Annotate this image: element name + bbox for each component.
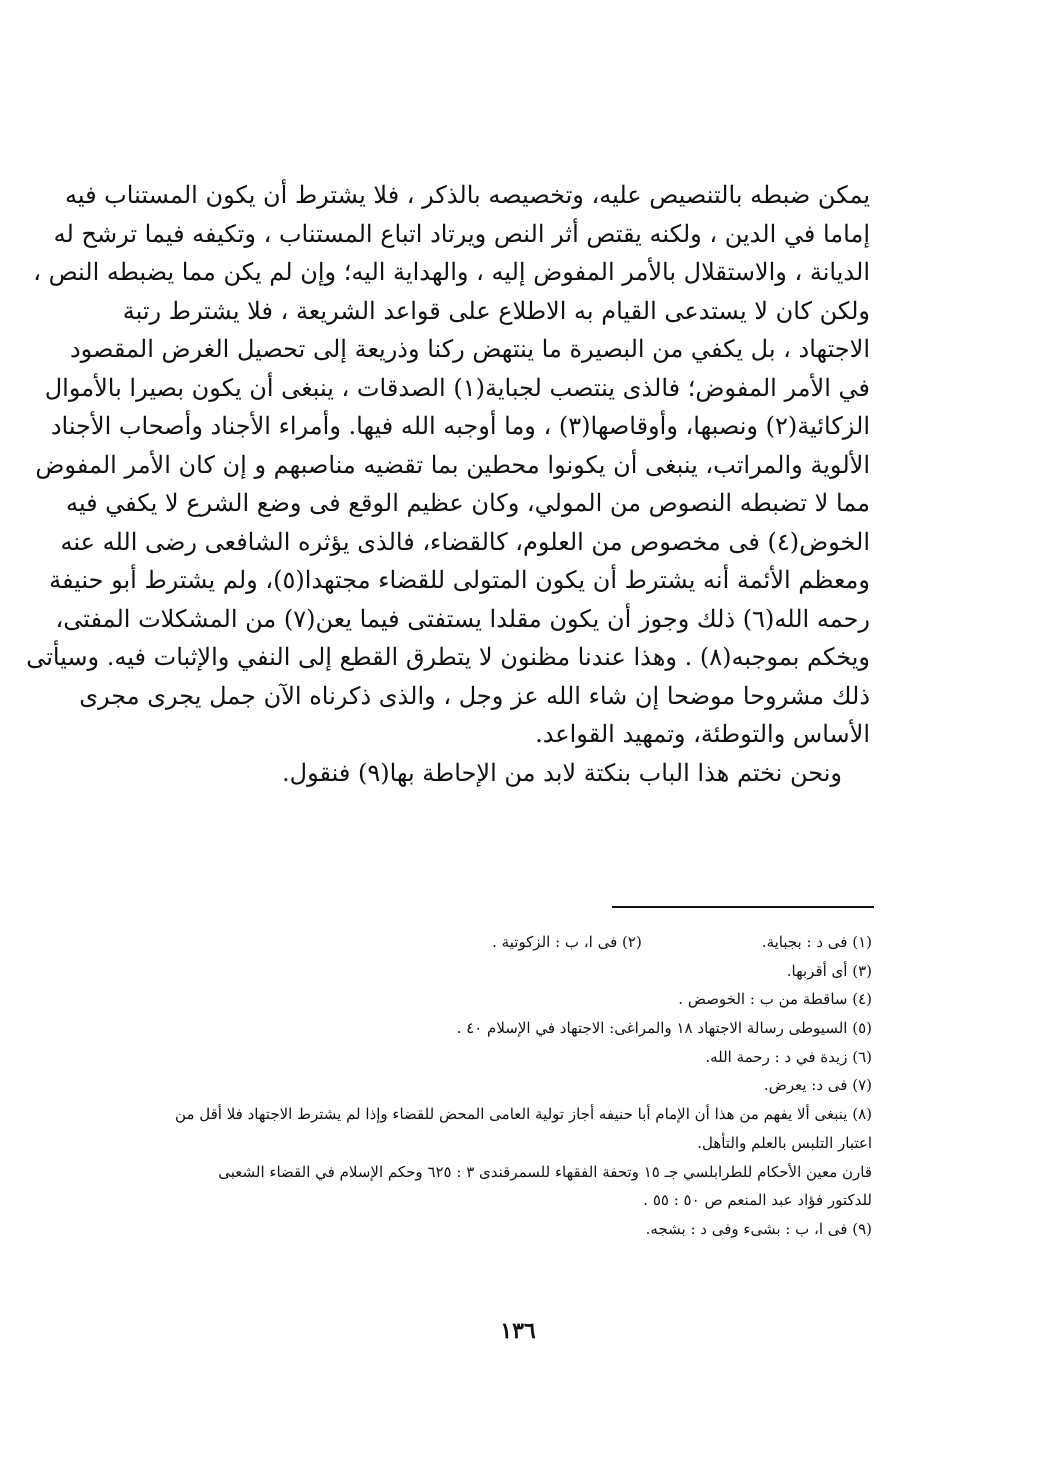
text-line: الاجتهاد ، بل يكفي من البصيرة ما ينتهض ركنا وذريعة إلى تحصيل الغرض المقصود: [69, 335, 870, 363]
footnote-line: (٨) ينبغى ألا يفهم من هذا أن الإمام أبا حنيفه أجاز تولية العامى المحض للقضاء وإذا لم يشترط الاجتهاد فلا أقل من: [175, 1105, 872, 1124]
footnote-row: [132, 928, 872, 957]
page-number: ١٣٦: [500, 1318, 536, 1344]
text-line: إماما في الدين ، ولكنه يقتص أثر النص ويرتاد اتباع المستناب ، وتكيفه فيما ترشح له: [53, 219, 870, 248]
footnote-line: (٥) السيوطى رسالة الاجتهاد ١٨ والمراغى: الاجتهاد في الإسلام ٤٠ .: [456, 1019, 872, 1038]
text-line: ويخكم بموجبه(٨) . وهذا عندنا مظنون لا يتطرق القطع إلى النفي والإثبات فيه. وسيأتى: [26, 643, 870, 671]
footnote-divider: [612, 906, 874, 908]
text-line: ذلك مشروحا موضحا إن شاء الله عز وجل ، والذى ذكرناه الآن جمل يجرى مجرى: [79, 681, 870, 710]
text-line: ولكن كان لا يستدعى القيام به الاطلاع على قواعد الشريعة ، فلا يشترط رتبة: [122, 296, 870, 325]
footnote-line: (٩) فى ا، ب : بشىء وفى د : بشجه.: [645, 1219, 872, 1238]
text-line: رحمه الله(٦) ذلك وجوز أن يكون مقلدا يستفتى فيما يعن(٧) من المشكلات المفتى،: [55, 604, 870, 633]
text-line: مما لا تضبطه النصوص من المولي، وكان عظيم الوقع فى وضع الشرع لا يكفي فيه: [65, 489, 870, 517]
footnotes: [132, 928, 872, 1244]
main-text: [26, 176, 870, 792]
footnote-line: (٦) زيدة في د : رحمة الله.: [705, 1047, 872, 1066]
text-line: في الأمر المفوض؛ فالذى ينتصب لجباية(١) الصدقات ، ينبغى أن يكون بصيرا بالأموال: [44, 373, 870, 402]
text-line: الديانة ، والاستقلال بالأمر المفوض إليه ، والهداية اليه؛ وإن لم يكن مما يضبطه النص ،: [33, 258, 870, 286]
text-line: الألوية والمراتب، ينبغى أن يكونوا محطين بما تقضيه مناصبهم و إن كان الأمر المفوض: [35, 450, 870, 479]
footnote-line: (٧) فى د: يعرض.: [763, 1076, 872, 1095]
text-line: الزكائية(٢) ونصبها، وأوقاصها(٣) ، وما أوجبه الله فيها. وأمراء الأجناد وأصحاب الأجناد: [50, 412, 870, 440]
footnote-line: (٤) ساقطة من ب : الخوصض .: [678, 990, 872, 1009]
footnote-2: (٢) فى ا، ب : الزكوتية .: [492, 933, 642, 951]
text-line: يمكن ضبطه بالتنصيص عليه، وتخصيصه بالذكر ، فلا يشترط أن يكون المستناب فيه: [64, 181, 870, 209]
footnote-line: (٣) أى أقربها.: [786, 961, 872, 980]
footnote-line: قارن معين الأحكام للطرابلسي جـ ١٥ وتحفة الفقهاء للسمرقندى ٣ : ٦٢٥ وحكم الإسلام في القضاء الشعبى: [218, 1162, 872, 1181]
text-line: ونحن نختم هذا الباب بنكتة لابد من الإحاطة بها(٩) فنقول.: [282, 758, 842, 787]
footnote-line: اعتبار التلبس بالعلم والتأهل.: [697, 1133, 872, 1152]
text-line: الأساس والتوطئة، وتمهيد القواعد.: [535, 720, 870, 748]
footnote-line: للدكتور فؤاد عبد المنعم ص ٥٠ : ٥٥ .: [643, 1191, 872, 1210]
text-line: الخوض(٤) فى مخصوص من العلوم، كالقضاء، فالذى يؤثره الشافعى رضى الله عنه: [60, 527, 870, 556]
text-line: ومعظم الأئمة أنه يشترط أن يكون المتولى للقضاء مجتهدا(٥)، ولم يشترط أبو حنيفة: [49, 566, 870, 594]
footnote-1: (١) فى د : بجباية.: [761, 933, 872, 951]
